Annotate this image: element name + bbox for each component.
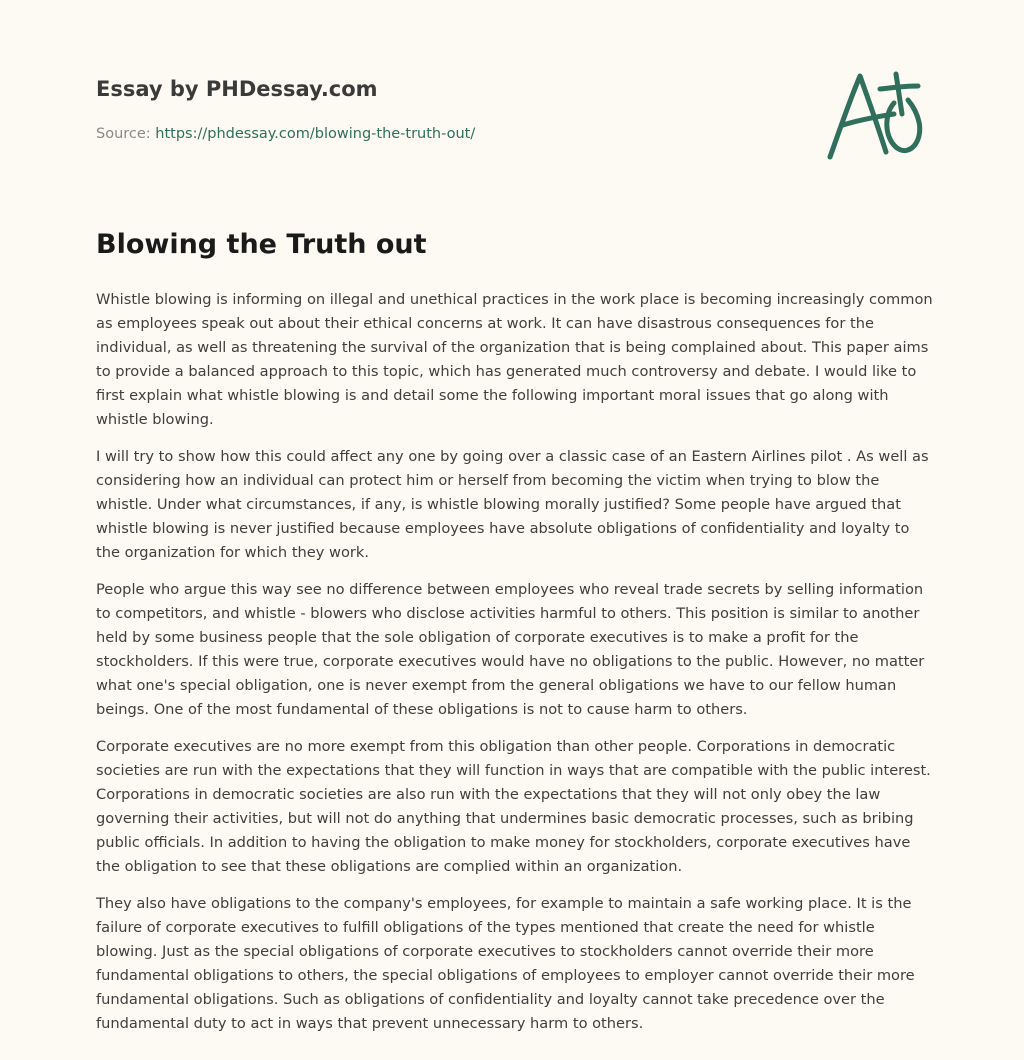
source-link[interactable]: https://phdessay.com/blowing-the-truth-out/ bbox=[155, 126, 476, 142]
essay-paragraph: Whistle blowing is informing on illegal and unethical practices in the work place is becoming increasingly common as employees speak out about their ethical concerns at work. It can have disastrous consequences for the individual, as well as threatening the survival of the organization that is being complained about. This paper aims to provide a balanced approach to this topic, which has generated much controversy and debate. I would like to first explain what whistle blowing is and detail some the following important moral issues that go along with whistle blowing. bbox=[96, 291, 933, 428]
essay-paragraph: They also have obligations to the company's employees, for example to maintain a safe working place. It is the failure of corporate executives to fulfill obligations of the types mentioned that create the need for whistle blowing. Just as the special obligations of corporate executives to stockholders cannot override their more fundamental obligations to others, the special obligations of employees to employer cannot override their more fundamental obligations. Such as obligations of confidentiality and loyalty cannot take precedence over the fundamental duty to act in ways that prevent unnecessary harm to others. bbox=[96, 895, 915, 1032]
essay-title: Blowing the Truth out bbox=[96, 229, 427, 260]
essay-article bbox=[96, 226, 936, 1049]
page-header bbox=[96, 74, 796, 144]
essay-paragraph: Corporate executives are no more exempt from this obligation than other people. Corporations in democratic societies are run with the expectations that they will function in ways that are compatible with the public interest. Corporations in democratic societies are also run with the expectations that they will not only obey the law governing their activities, but will not do anything that undermines basic democratic processes, such as bribing public officials. In addition to having the obligation to make money for stockholders, corporate executives have the obligation to see that these obligations are complied within an organization. bbox=[96, 738, 931, 875]
a-plus-logo-icon bbox=[818, 66, 930, 166]
essay-paragraph: People who argue this way see no difference between employees who reveal trade secrets by selling information to competitors, and whistle - blowers who disclose activities harmful to others. This position is similar to another held by some business people that the sole obligation of corporate executives is to make a profit for the stockholders. If this were true, corporate executives would have no obligations to the public. However, no matter what one's special obligation, one is never exempt from the general obligations we have to our fellow human beings. One of the most fundamental of these obligations is not to cause harm to others. bbox=[96, 581, 925, 718]
essay-paragraph: I will try to show how this could affect any one by going over a classic case of an Eastern Airlines pilot . As well as considering how an individual can protect him or herself from becoming the victim when trying to blow the whistle. Under what circumstances, if any, is whistle blowing morally justified? Some people have argued that whistle blowing is never justified because employees have absolute obligations of confidentiality and loyalty to the organization for which they work. bbox=[96, 448, 929, 561]
source-line bbox=[96, 124, 796, 144]
site-title: Essay by PHDessay.com bbox=[96, 77, 378, 101]
source-label: Source: bbox=[96, 126, 156, 142]
